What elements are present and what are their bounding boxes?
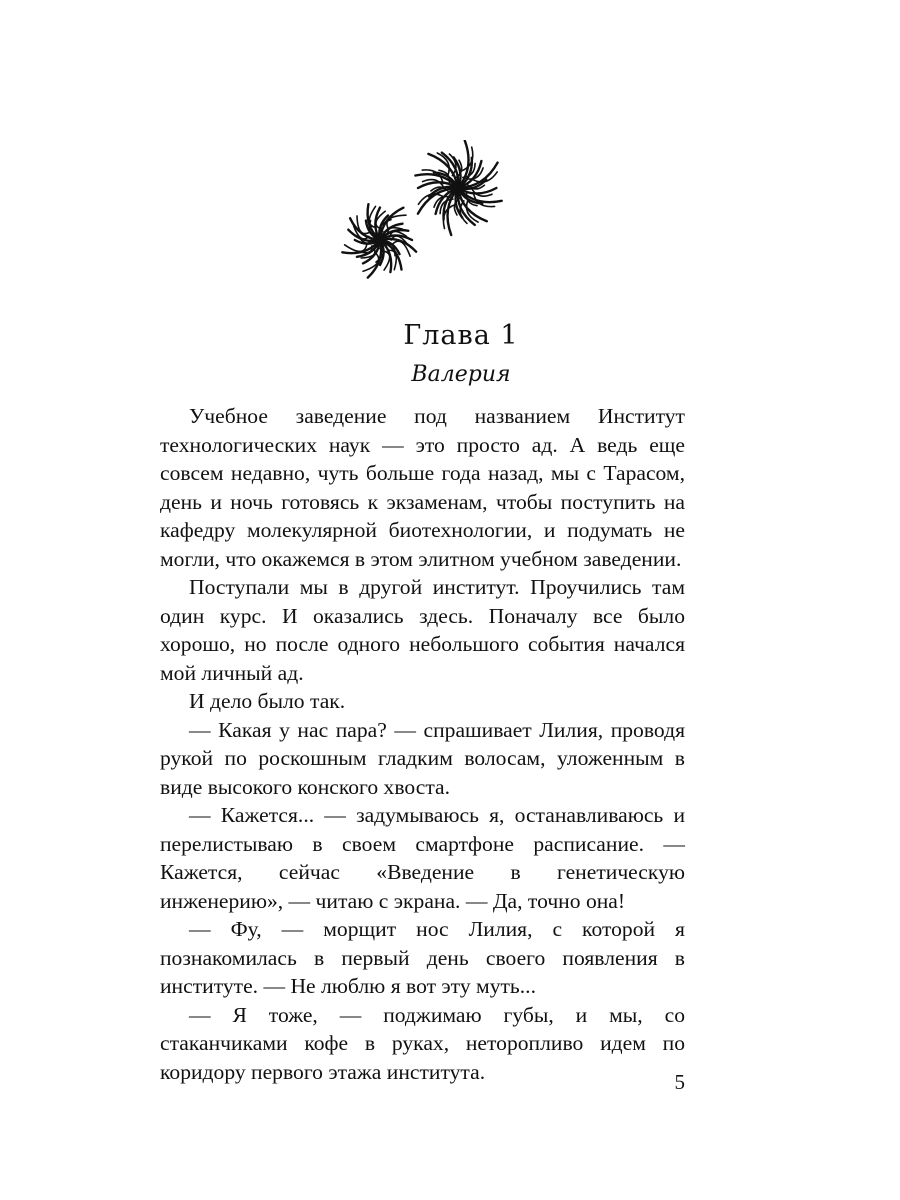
chapter-subtitle: Валерия [411, 362, 511, 387]
chrysanthemum-flowers-icon [330, 140, 520, 290]
paragraph: Учебное заведение под названием Институт технологических наук — это просто ад. А ведь еще совсем недавно, чуть больше года назад, мы с Тарасом, день и ночь готовясь к экзаменам, чтобы поступить на кафедру молекулярной биотехнологии, и подумать не могли, что окажемся в этом элитном учебном заведении. [160, 404, 685, 571]
paragraph: И дело было так. [189, 689, 346, 713]
chapter-body [160, 402, 685, 1086]
flower-center [455, 185, 461, 191]
paragraph: — Кажется... — задумываюсь я, останавливаюсь и перелистываю в своем смартфоне расписание. — Кажется, сейчас «Введение в генетическую инженерию», — читаю с экрана. — Да, точно она! [160, 803, 685, 913]
paragraph: Поступали мы в другой институт. Проучились там один курс. И оказались здесь. Поначалу все было хорошо, но после одного небольшого события начался мой личный ад. [160, 575, 685, 685]
paragraph: — Я тоже, — поджимаю губы, и мы, со стаканчиками кофе в руках, неторопливо идем по коридору первого этажа института. [160, 1002, 685, 1084]
petal-stroke [345, 244, 367, 251]
page-number: 5 [674, 1070, 685, 1094]
paragraph: — Какая у нас пара? — спрашивает Лилия, проводя рукой по роскошным гладким волосам, уложенным в виде высокого конского хвоста. [160, 717, 685, 799]
flower-center [377, 237, 383, 243]
chapter-title: Глава 1 [403, 320, 519, 351]
paragraph: — Фу, — морщит нос Лилия, с которой я познакомилась в первый день своего появления в институте. — Не люблю я вот эту муть... [160, 917, 685, 998]
